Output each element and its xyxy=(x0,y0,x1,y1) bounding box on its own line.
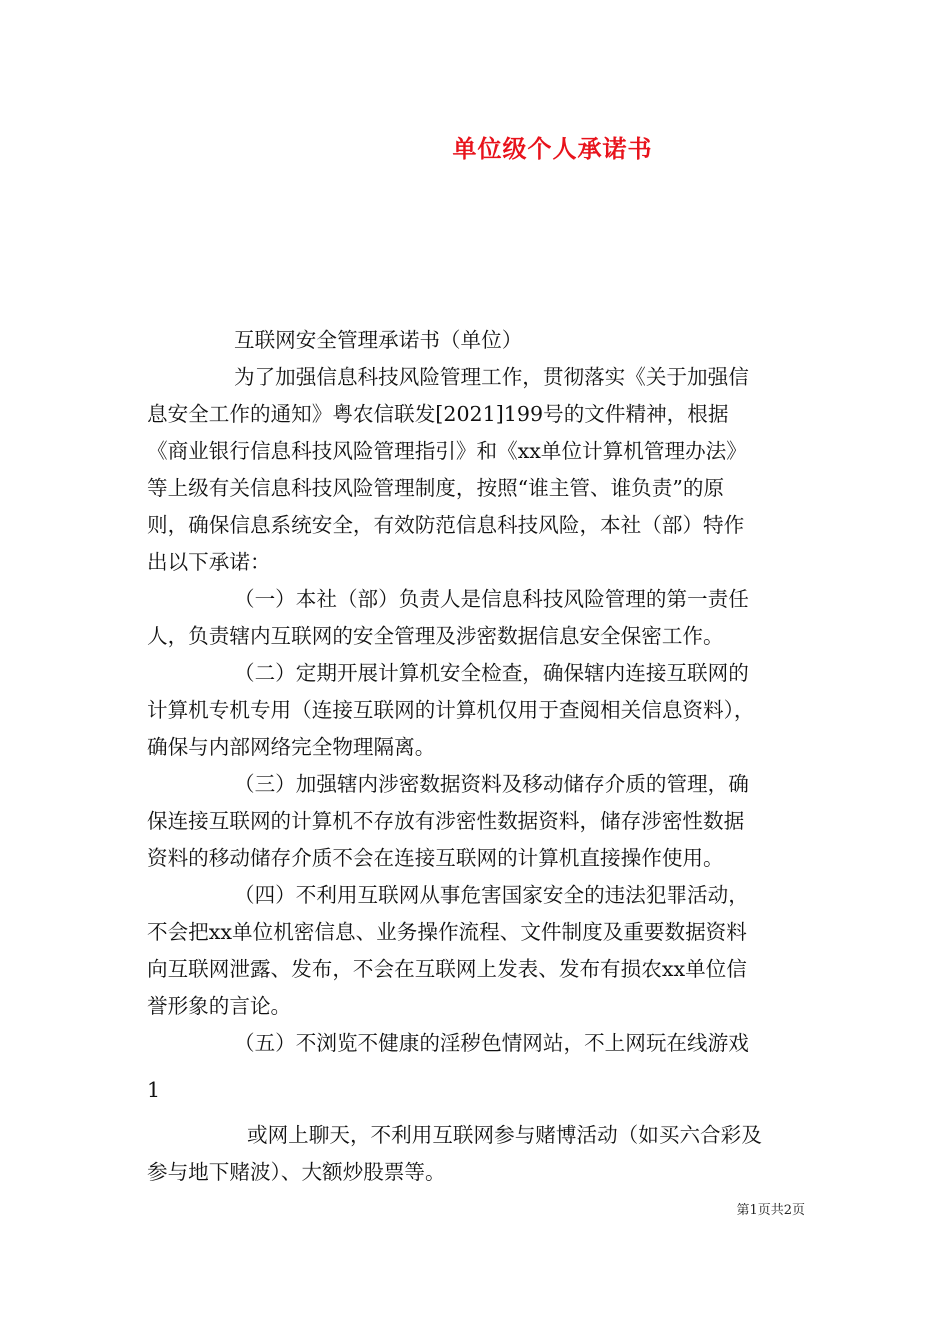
document-title: 单位级个人承诺书 xyxy=(452,134,653,163)
item-2-line: （二）定期开展计算机安全检查，确保辖内连接互联网的 xyxy=(234,661,749,685)
item-4-line: 不会把xx单位机密信息、业务操作流程、文件制度及重要数据资料 xyxy=(147,920,747,944)
item-2-line: 计算机专机专用（连接互联网的计算机仅用于查阅相关信息资料）， xyxy=(147,698,755,722)
item-3-line: （三）加强辖内涉密数据资料及移动储存介质的管理，确 xyxy=(234,772,749,796)
intro-line: 息安全工作的通知》粤农信联发[2021]199号的文件精神，根据 xyxy=(147,402,729,426)
item-2-line: 确保与内部网络完全物理隔离。 xyxy=(147,735,436,759)
document-body xyxy=(147,322,812,1191)
item-1-line: （一）本社（部）负责人是信息科技风险管理的第一责任 xyxy=(234,587,749,611)
item-4-line: 誉形象的言论。 xyxy=(147,994,292,1018)
continuation-line: 或网上聊天，不利用互联网参与赌博活动（如买六合彩及 xyxy=(247,1123,762,1147)
inline-page-number: 1 xyxy=(147,1078,161,1102)
item-5-line: （五）不浏览不健康的淫秽色情网站，不上网玩在线游戏 xyxy=(234,1031,749,1055)
intro-line: 出以下承诺： xyxy=(147,550,271,574)
intro-line: 为了加强信息科技风险管理工作，贯彻落实《关于加强信 xyxy=(234,365,749,389)
continuation-line: 参与地下赌波）、大额炒股票等。 xyxy=(147,1160,446,1184)
subtitle: 互联网安全管理承诺书（单位） xyxy=(234,328,523,352)
page-indicator: 第1页共2页 xyxy=(736,1203,805,1218)
item-1-line: 人，负责辖内互联网的安全管理及涉密数据信息安全保密工作。 xyxy=(147,624,724,648)
intro-line: 则，确保信息系统安全，有效防范信息科技风险，本社（部）特作 xyxy=(147,513,745,537)
item-4-line: （四）不利用互联网从事危害国家安全的违法犯罪活动， xyxy=(234,883,749,907)
intro-line: 《商业银行信息科技风险管理指引》和《xx单位计算机管理办法》 xyxy=(147,439,747,463)
item-4-line: 向互联网泄露、发布，不会在互联网上发表、发布有损农xx单位信 xyxy=(147,957,747,981)
intro-line: 等上级有关信息科技风险管理制度，按照“谁主管、谁负责”的原 xyxy=(147,476,725,500)
item-3-line: 资料的移动储存介质不会在连接互联网的计算机直接操作使用。 xyxy=(147,846,724,870)
item-3-line: 保连接互联网的计算机不存放有涉密性数据资料，储存涉密性数据 xyxy=(147,809,745,833)
